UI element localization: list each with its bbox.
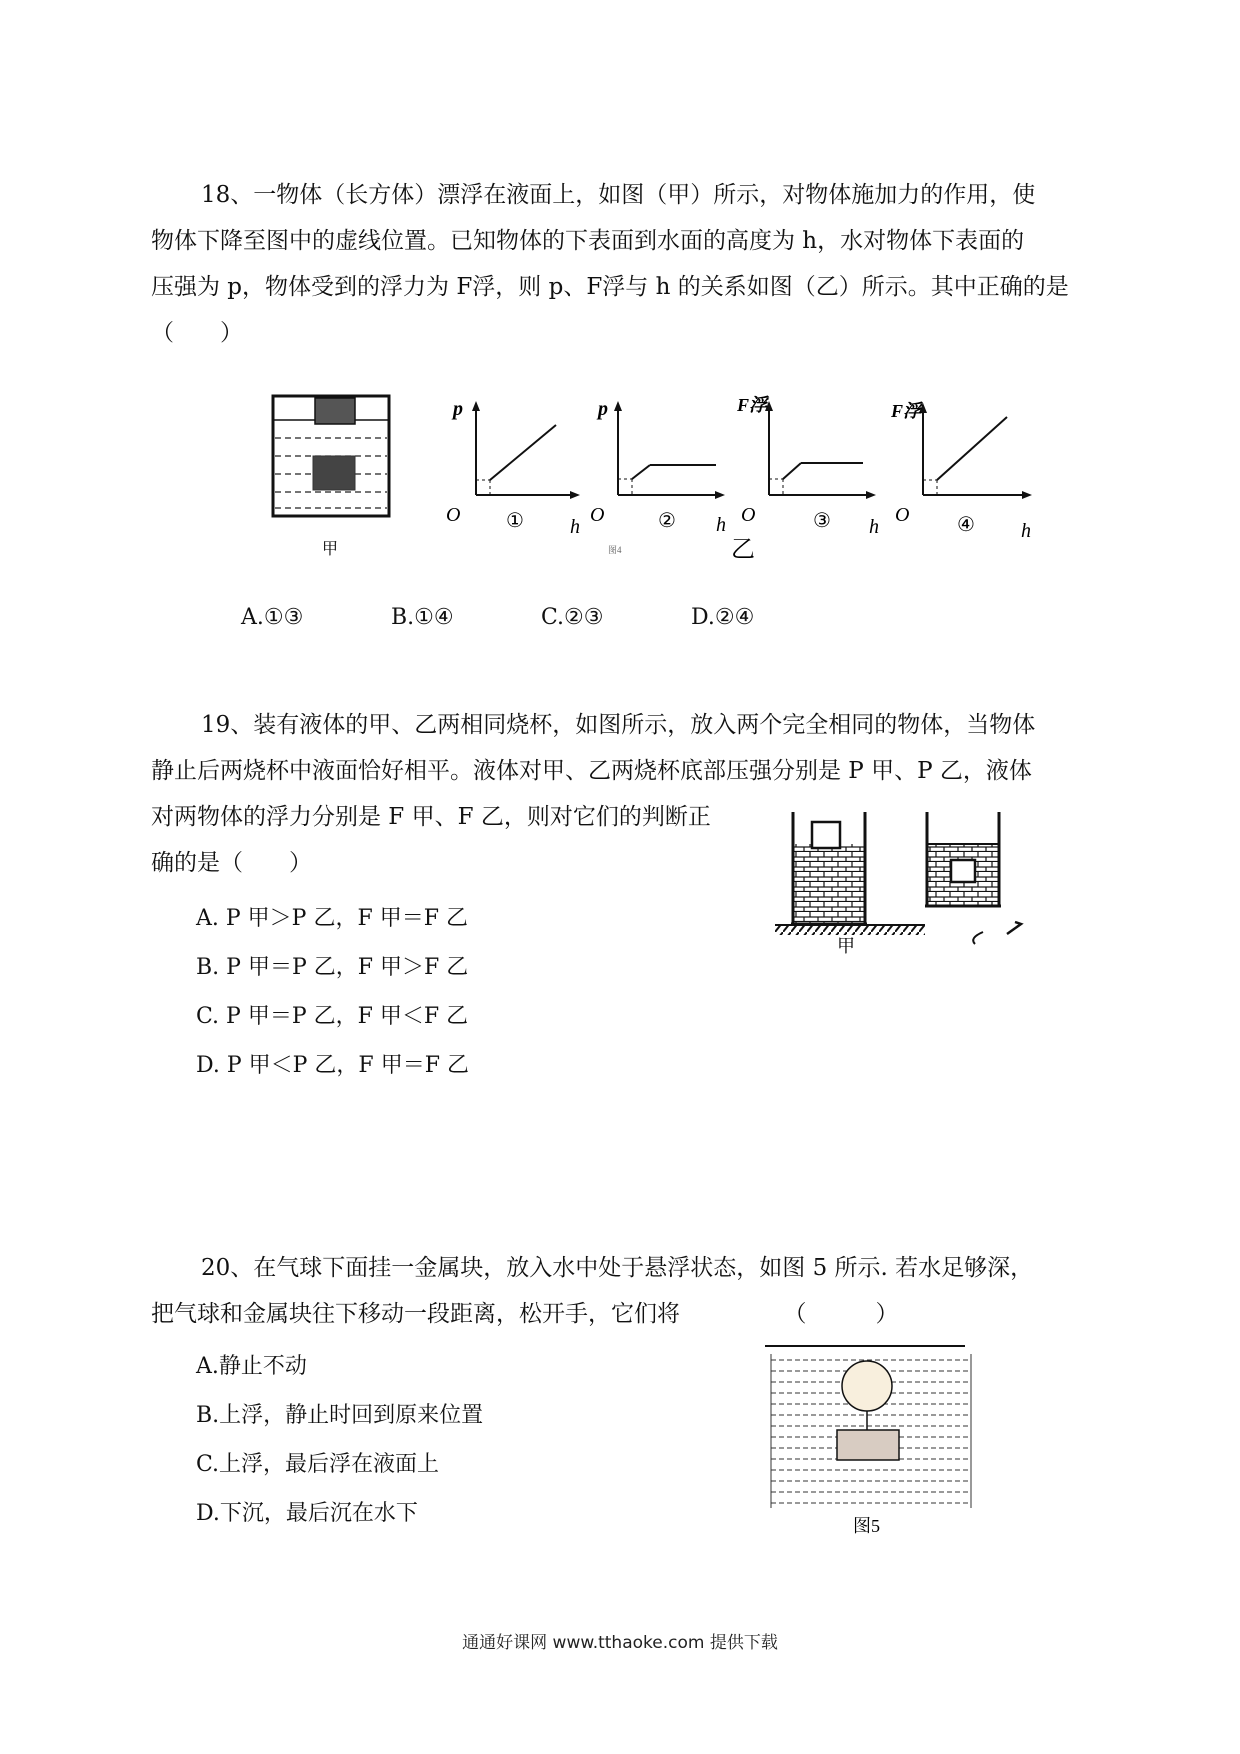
q18-figure-jia: [265, 390, 405, 570]
q18-g4-ylabel: F浮: [891, 401, 922, 421]
q18-line-1: 18、一物体（长方体）漂浮在液面上，如图（甲）所示，对物体施加力的作用，使: [201, 182, 1036, 208]
q18-g4-xlabel: h: [1021, 520, 1031, 542]
q20-option-d: D.下沉，最后沉在水下: [196, 1501, 418, 1526]
q18-line-2: 物体下降至图中的虚线位置。已知物体的下表面到水面的高度为 h，水对物体下表面的: [151, 228, 1025, 254]
q20-fig-label: 图5: [853, 1516, 880, 1536]
q18-g2-xlabel: h: [716, 514, 726, 536]
q18-option-b: B.①④: [391, 605, 454, 630]
q18-graph-4: [885, 395, 1045, 560]
q18-g3-ylabel: F浮: [737, 395, 768, 415]
q19-figure-beakers: [775, 812, 1045, 972]
q18-option-a: A.①③: [241, 605, 304, 630]
q18-graph-3: [731, 395, 885, 570]
q18-g2-ylabel: p: [598, 398, 608, 420]
q19-line-2: 静止后两烧杯中液面恰好相平。液体对甲、乙两烧杯底部压强分别是 P 甲、P 乙，液体: [151, 758, 1032, 784]
q19-option-c: C. P 甲＝P 乙，F 甲＜F 乙: [196, 1004, 469, 1029]
q18-g1-num: ①: [506, 510, 524, 532]
q18-g3-num: ③: [813, 510, 831, 532]
q20-line-2: 把气球和金属块往下移动一段距离，松开手，它们将 （ ）: [151, 1301, 899, 1327]
q18-g4-num: ④: [957, 514, 975, 536]
q18-jia-label: 甲: [322, 541, 339, 558]
q19-line-3: 对两物体的浮力分别是 F 甲、F 乙，则对它们的判断正: [151, 804, 711, 830]
q19-option-b: B. P 甲＝P 乙，F 甲＞F 乙: [196, 955, 469, 980]
q18-graph-2: [588, 395, 738, 565]
page-footer: 通通好课网 www.tthaoke.com 提供下载: [462, 1633, 778, 1653]
q19-option-d: D. P 甲＜P 乙，F 甲＝F 乙: [196, 1053, 469, 1078]
q18-g2-origin: O: [590, 504, 605, 526]
q18-option-c: C.②③: [541, 605, 604, 630]
q18-g1-xlabel: h: [570, 516, 580, 538]
q19-option-a: A. P 甲＞P 乙，F 甲＝F 乙: [196, 906, 468, 931]
q18-small-label: 图4: [608, 545, 622, 555]
q20-option-b: B.上浮，静止时回到原来位置: [196, 1403, 484, 1428]
q18-g4-origin: O: [895, 504, 910, 526]
q18-graph-1: [438, 395, 588, 550]
q18-option-d: D.②④: [691, 605, 755, 630]
q18-yi-label: 乙: [731, 537, 755, 563]
q18-line-4: （ ）: [151, 320, 243, 346]
q20-option-c: C.上浮，最后浮在液面上: [196, 1452, 440, 1477]
q19-line-1: 19、装有液体的甲、乙两相同烧杯，如图所示，放入两个完全相同的物体，当物体: [201, 712, 1036, 738]
q18-g3-origin: O: [741, 504, 756, 526]
q19-fig-label: 甲: [837, 936, 855, 956]
q20-figure-balloon: [765, 1340, 975, 1535]
q18-g2-num: ②: [658, 510, 676, 532]
q18-line-3: 压强为 p，物体受到的浮力为 F浮，则 p、F浮与 h 的关系如图（乙）所示。其中正确的是: [151, 274, 1069, 300]
q18-g1-ylabel: p: [453, 398, 463, 420]
q20-line-1: 20、在气球下面挂一金属块，放入水中处于悬浮状态，如图 5 所示. 若水足够深，: [201, 1255, 1034, 1281]
q20-option-a: A.静止不动: [196, 1354, 307, 1379]
q18-g3-xlabel: h: [869, 516, 879, 538]
q19-line-4: 确的是（ ）: [151, 850, 312, 876]
q18-g1-origin: O: [446, 504, 461, 526]
